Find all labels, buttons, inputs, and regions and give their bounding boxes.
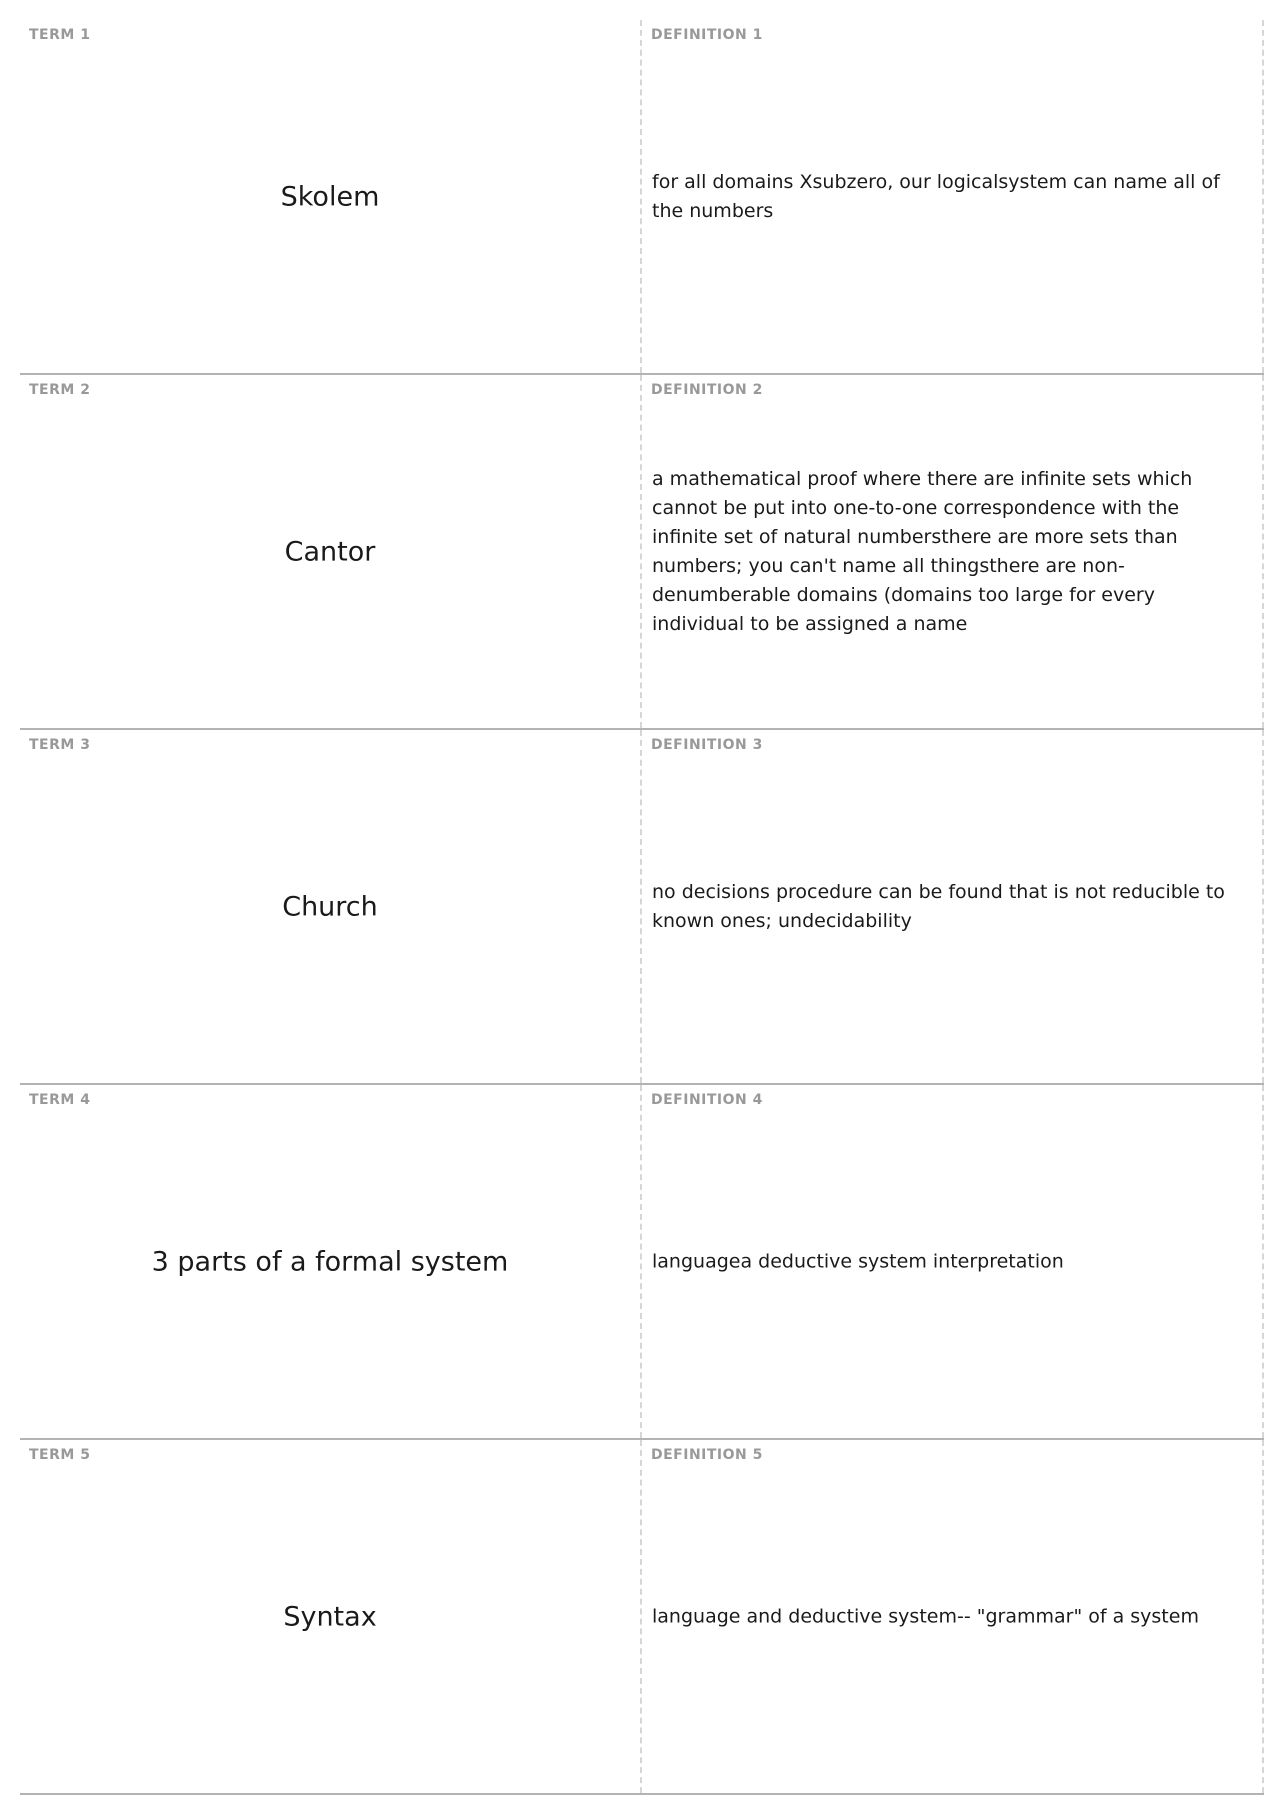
term-cell-5 [20,1440,642,1793]
term-label: TERM 2 [29,382,91,398]
definition-text: no decisions procedure can be found that is not reducible to known ones; undecidability [652,880,1225,932]
definition-text: for all domains Xsubzero, our logicalsystem can name all of the numbers [652,170,1220,222]
term-text: Church [282,891,378,922]
term-text: Syntax [283,1601,377,1632]
definition-label: DEFINITION 2 [651,382,763,398]
term-text: 3 parts of a formal system [151,1246,509,1277]
term-label: TERM 4 [29,1092,91,1108]
term-label: TERM 3 [29,737,91,753]
definition-text: language and deductive system-- "grammar" of a system [652,1605,1199,1627]
card-row-2 [20,375,1264,730]
term-cell-2 [20,375,642,728]
definition-label: DEFINITION 1 [651,27,763,43]
term-label: TERM 1 [29,27,91,43]
term-text: Cantor [284,536,376,567]
definition-label: DEFINITION 4 [651,1092,763,1108]
term-cell-4 [20,1085,642,1438]
definition-label: DEFINITION 3 [651,737,763,753]
card-row-1 [20,20,1264,375]
definition-cell-2 [642,375,1264,728]
definition-text: languagea deductive system interpretation [652,1250,1064,1272]
definition-cell-5 [642,1440,1264,1793]
definition-cell-1 [642,20,1264,373]
term-cell-3 [20,730,642,1083]
card-row-4 [20,1085,1264,1440]
definition-cell-4 [642,1085,1264,1438]
definition-text: a mathematical proof where there are infinite sets which cannot be put into one-to-one correspondence with the infinite set of natural numbersthere are more sets than numbers; you can't name all thingsthere are non-denumberable domains (domains too large for every individual to be assigned a name [652,467,1193,635]
definition-label: DEFINITION 5 [651,1447,763,1463]
definition-cell-3 [642,730,1264,1083]
term-cell-1 [20,20,642,373]
card-row-5 [20,1440,1264,1795]
term-label: TERM 5 [29,1447,91,1463]
flashcard-sheet [20,20,1264,1795]
card-row-3 [20,730,1264,1085]
term-text: Skolem [280,181,380,212]
